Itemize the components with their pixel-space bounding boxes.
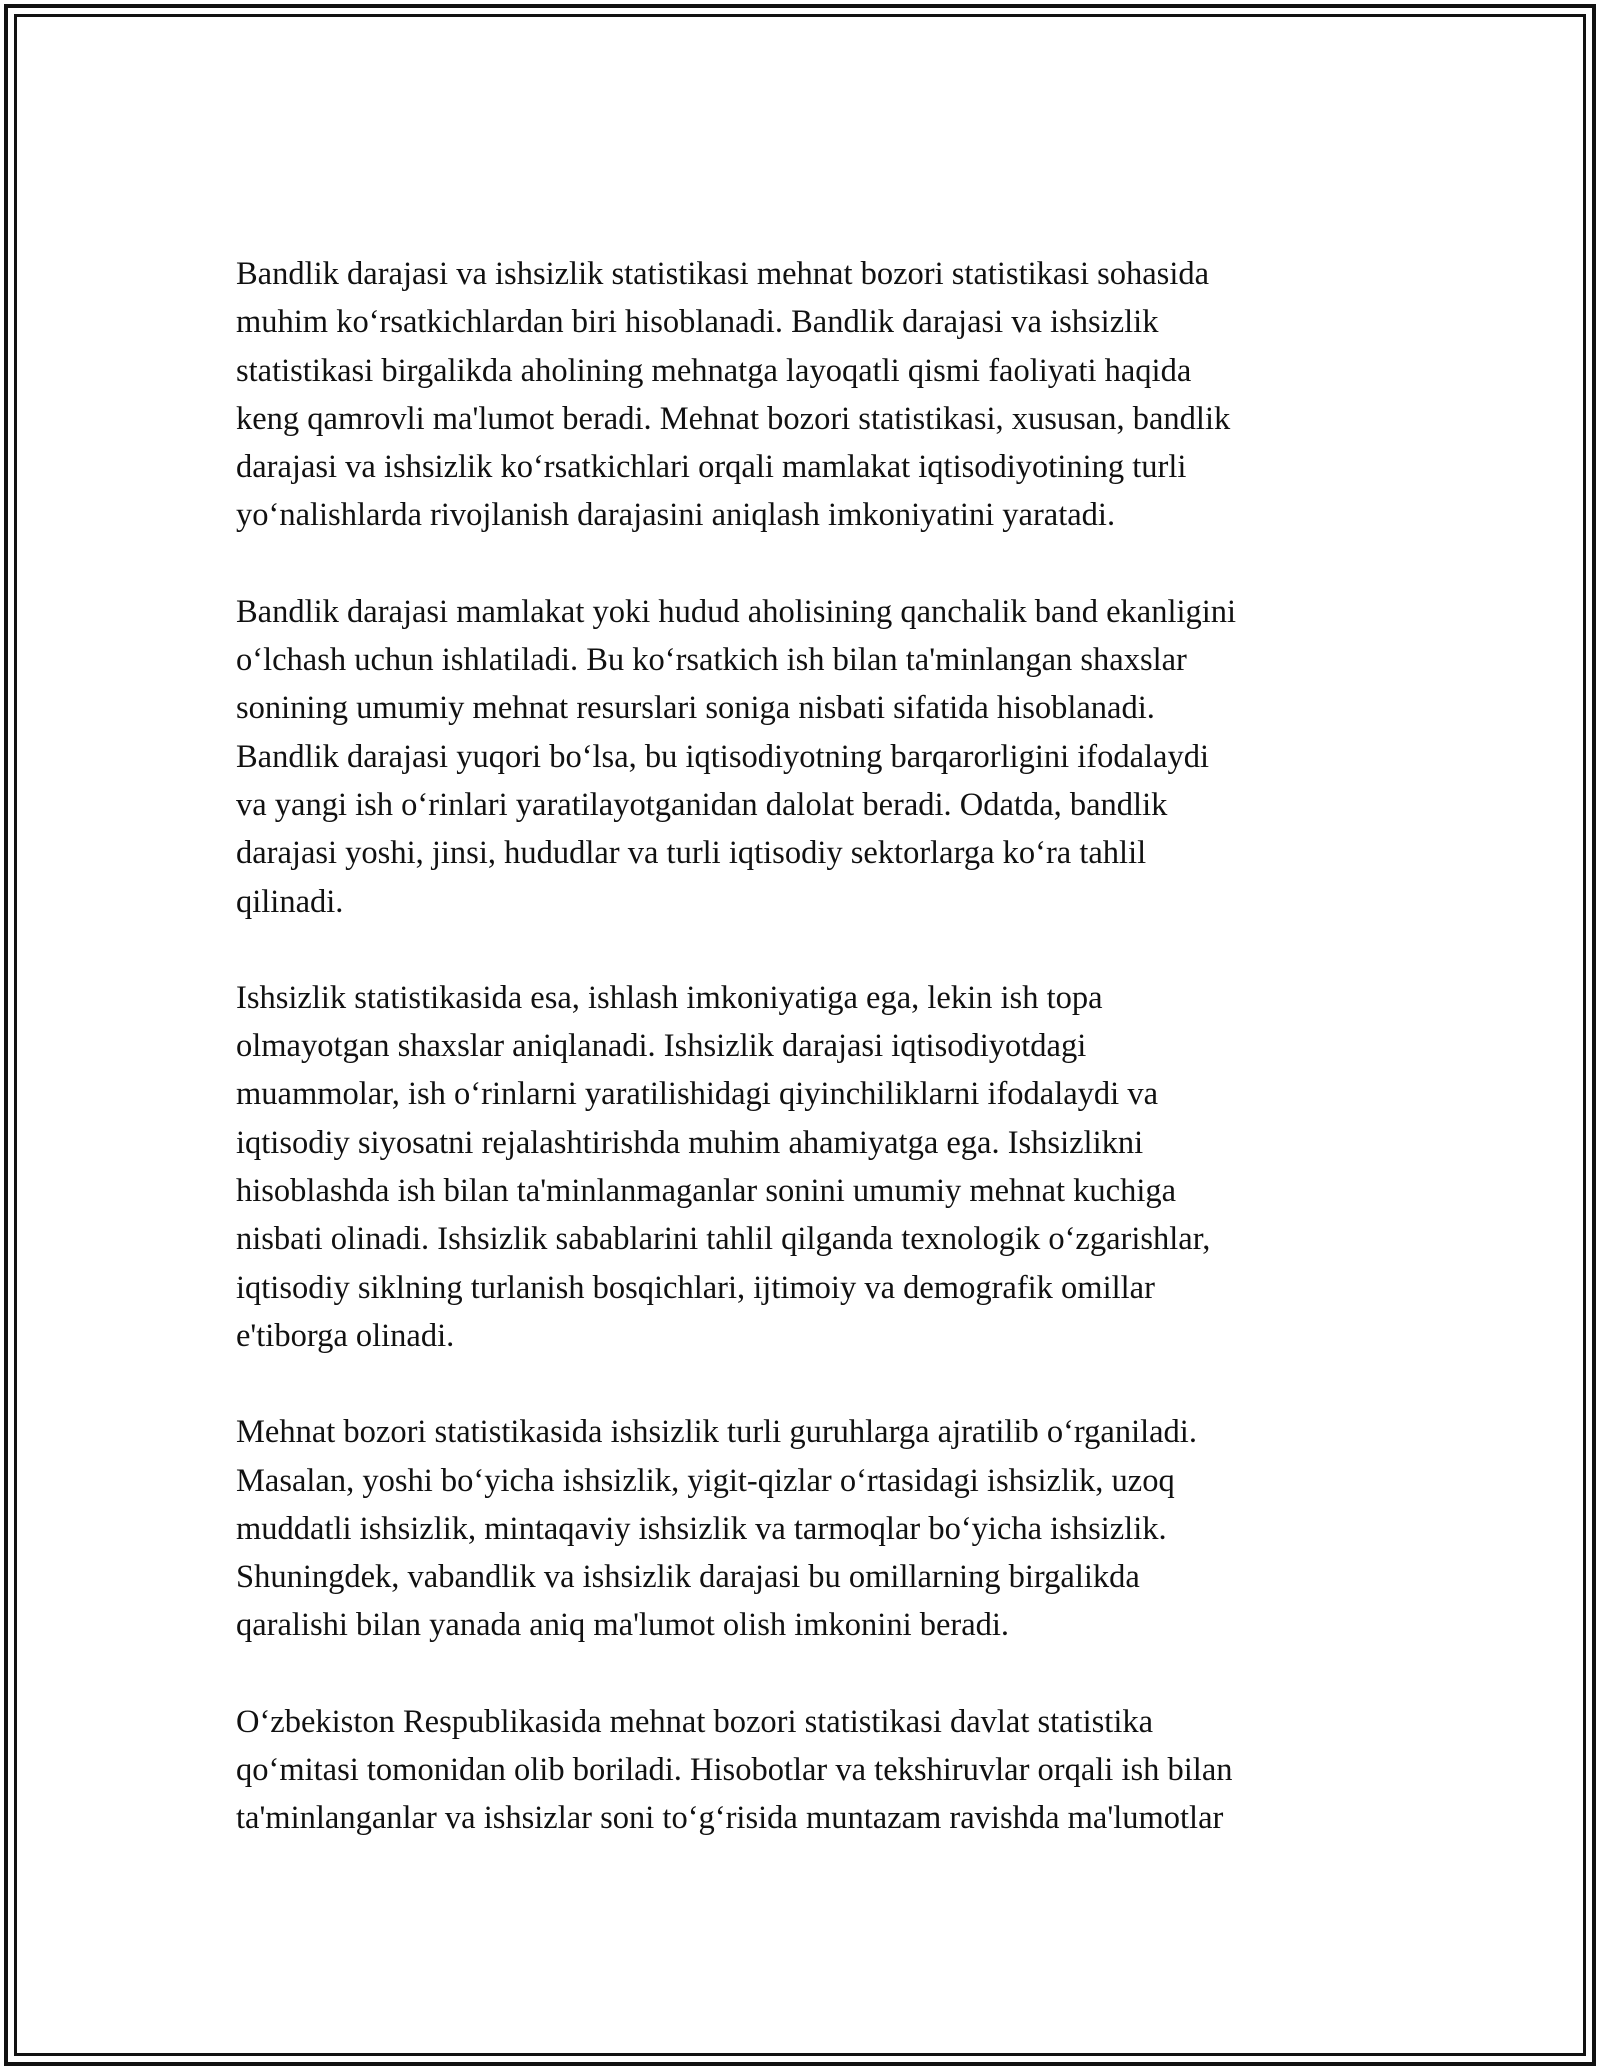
- document-body: [236, 250, 1376, 1891]
- paragraph-unemployment-groups: Mehnat bozori statistikasida ishsizlik turli guruhlarga ajratilib o‘rganiladi. Masalan, yoshi bo‘yicha ishsizlik, yigit-qizlar o‘rtasidagi ishsizlik, uzoq muddatli ishsizlik, mintaqaviy ishsizlik va tarmoqlar bo‘yicha ishsizlik. Shuningdek, vabandlik va ishsizlik darajasi bu omillarning birgalikda qaralishi bilan yanada aniq ma'lumot olish imkonini beradi.: [236, 1414, 1197, 1644]
- paragraph-uzbekistan-statistics: O‘zbekiston Respublikasida mehnat bozori statistikasi davlat statistika qo‘mitasi tomonidan olib boriladi. Hisobotlar va tekshiruvlar orqali ish bilan ta'minlanganlar va ishsizlar soni to‘g‘risida muntazam ravishda ma'lumotlar: [236, 1703, 1233, 1837]
- paragraph-employment-rate: Bandlik darajasi mamlakat yoki hudud aholisining qanchalik band ekanligini o‘lchash uchun ishlatiladi. Bu ko‘rsatkich ish bilan ta'minlangan shaxslar sonining umumiy mehnat resurslari soniga nisbati sifatida hisoblanadi. Bandlik darajasi yuqori bo‘lsa, bu iqtisodiyotning barqarorligini ifodalaydi va yangi ish o‘rinlari yaratilayotganidan dalolat beradi. Odatda, bandlik darajasi yoshi, jinsi, hududlar va turli iqtisodiy sektorlarga ko‘ra tahlil qilinadi.: [236, 593, 1237, 920]
- paragraph-unemployment-statistics: Ishsizlik statistikasida esa, ishlash imkoniyatiga ega, lekin ish topa olmayotgan shaxslar aniqlanadi. Ishsizlik darajasi iqtisodiyotdagi muammolar, ish o‘rinlarni yaratilishidagi qiyinchiliklarni ifodalaydi va iqtisodiy siyosatni rejalashtirishda muhim ahamiyatga ega. Ishsizlikni hisoblashda ish bilan ta'minlanmaganlar sonini umumiy mehnat kuchiga nisbati olinadi. Ishsizlik sabablarini tahlil qilganda texnologik o‘zgarishlar, iqtisodiy siklning turlanish bosqichlari, ijtimoiy va demografik omillar e'tiborga olinadi.: [236, 979, 1211, 1354]
- paragraph-employment-unemployment-intro: Bandlik darajasi va ishsizlik statistikasi mehnat bozori statistikasi sohasida muhim ko‘rsatkichlardan biri hisoblanadi. Bandlik darajasi va ishsizlik statistikasi birgalikda aholining mehnatga layoqatli qismi faoliyati haqida keng qamrovli ma'lumot beradi. Mehnat bozori statistikasi, xususan, bandlik darajasi va ishsizlik ko‘rsatkichlari orqali mamlakat iqtisodiyotining turli yo‘nalishlarda rivojlanish darajasini aniqlash imkoniyatini yaratadi.: [236, 256, 1231, 534]
